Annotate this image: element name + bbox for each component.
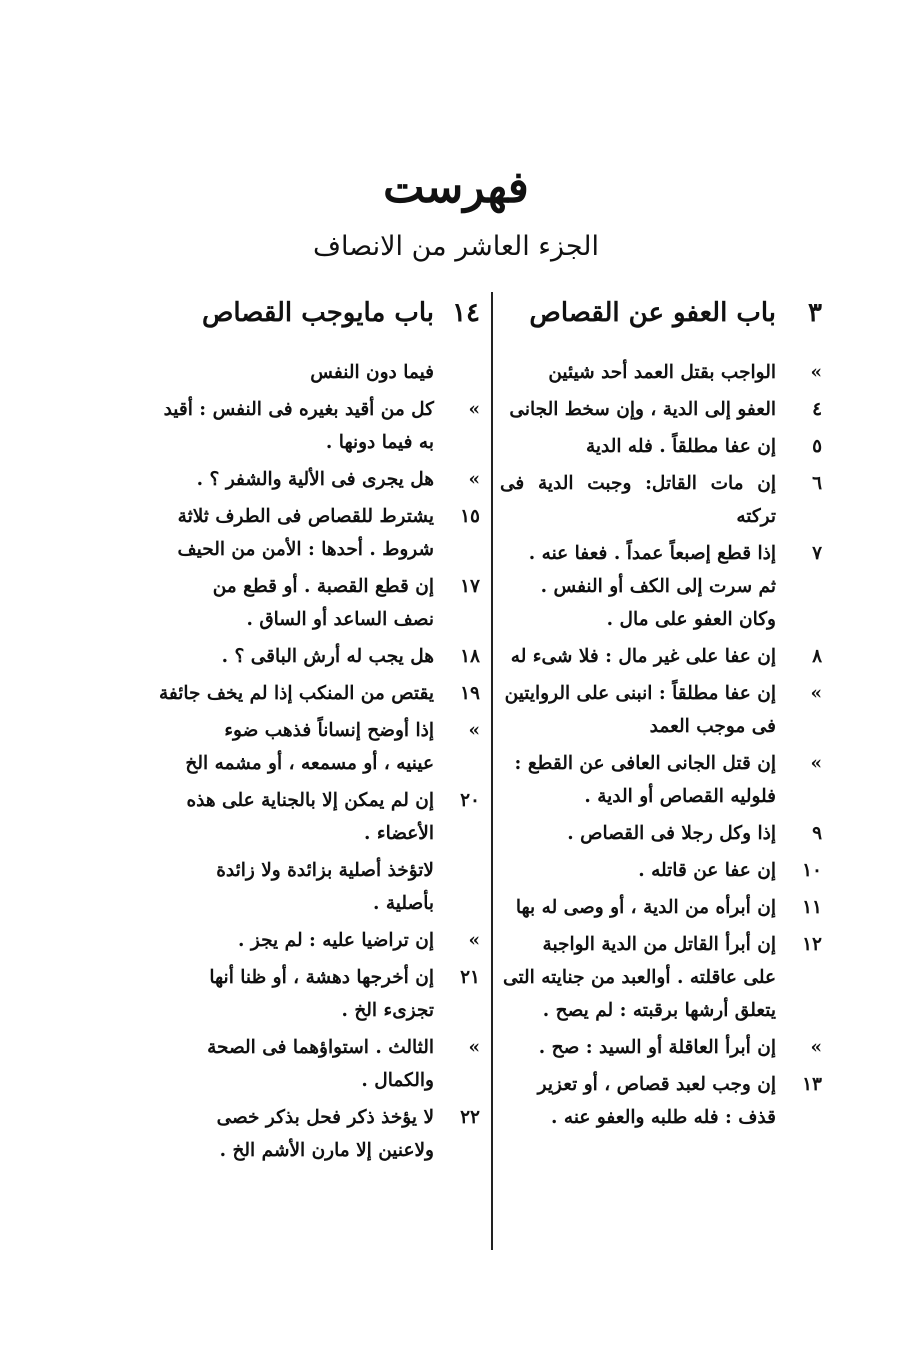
entry-line: إذا وكل رجلا فى القصاص .: [567, 823, 776, 844]
entry-page-number: »: [468, 469, 480, 490]
entry-page-number: »: [810, 683, 822, 704]
entry-page-number: ٥: [812, 436, 822, 457]
entry-page-number: ١١: [802, 897, 822, 918]
entry-page-number: ٢٠: [460, 790, 480, 811]
entry-text: [500, 854, 776, 887]
entry-line: قذف : فله طلبه والعفو عنه .: [551, 1107, 776, 1128]
entry-line: عينيه ، أو مسمعه ، أو مشمه الخ: [185, 753, 434, 774]
entry-line: على عاقلته . أوالعبد من جنايته التى: [503, 967, 776, 988]
entry-line: الواجب بقتل العمد أحد شيئين: [548, 362, 776, 383]
left-column: [154, 298, 480, 1171]
toc-entry: [500, 817, 822, 850]
entry-text: [500, 537, 776, 636]
entry-line: الثالث . استواؤهما فى الصحة: [207, 1037, 434, 1058]
entry-text: [154, 463, 434, 496]
right-column: [500, 298, 822, 1138]
entry-line: كل من أقيد بغيره فى النفس : أقيد: [163, 399, 434, 420]
entry-page-number: ١٢: [802, 934, 822, 955]
toc-entry: [500, 854, 822, 887]
section-heading: [154, 298, 480, 350]
page-title: فهرست: [383, 162, 529, 213]
entry-line: العفو إلى الدية ، وإن سخط الجانى: [509, 399, 776, 420]
entry-line: والكمال .: [361, 1070, 434, 1091]
toc-entry: [500, 640, 822, 673]
entry-line: هل يجرى فى الألية والشفر ؟ .: [196, 469, 434, 490]
entry-line: بأصلية .: [372, 893, 434, 914]
entry-line: إذا أوضح إنساناً فذهب ضوء: [224, 720, 434, 741]
entry-text: [154, 1031, 434, 1097]
entry-page-number: ١٥: [460, 506, 480, 527]
toc-entry: [154, 784, 480, 850]
toc-entry: [500, 1068, 822, 1134]
entry-text: [500, 430, 776, 463]
heading-page-number: ٣: [808, 298, 822, 328]
entry-text: [154, 500, 434, 566]
entry-text: [500, 640, 776, 673]
entry-line: ثم سرت إلى الكف أو النفس .: [540, 576, 776, 597]
entry-text: [500, 677, 776, 743]
entry-text: [500, 1031, 776, 1064]
toc-entry: [154, 356, 480, 389]
entry-text: [500, 467, 776, 533]
entry-line: يتعلق أرشها برقبته : لم يصح .: [542, 1000, 776, 1021]
entry-line: هل يجب له أرش الباقى ؟ .: [221, 646, 434, 667]
entry-line: يقتص من المنكب إذا لم يخف جائفة: [158, 683, 434, 704]
column-divider: [491, 292, 493, 1250]
entry-line: إذا قطع إصبعاً عمداً . فعفا عنه .: [528, 543, 776, 564]
toc-entry: [500, 393, 822, 426]
entry-page-number: ١٣: [802, 1074, 822, 1095]
entry-text: [500, 747, 776, 813]
entry-list: [154, 356, 480, 1171]
heading-page-number: ١٤: [452, 298, 480, 328]
entry-line: تجزىء الخ .: [341, 1000, 434, 1021]
entry-line: به فيما دونها .: [325, 432, 434, 453]
entry-text: [154, 961, 434, 1027]
toc-entry: [500, 537, 822, 636]
page-subtitle: الجزء العاشر من الانصاف: [312, 231, 600, 262]
entry-text: [154, 1101, 434, 1167]
entry-line: شروط . أحدها : الأمن من الحيف: [177, 539, 434, 560]
entry-line: إن قطع القصبة . أو قطع من: [212, 576, 434, 597]
entry-page-number: ١٠: [802, 860, 822, 881]
entry-page-number: ٢١: [460, 967, 480, 988]
entry-page-number: ١٧: [460, 576, 480, 597]
entry-line: إن لم يمكن إلا بالجناية على هذه: [186, 790, 434, 811]
entry-page-number: ٤: [812, 399, 822, 420]
entry-text: [500, 928, 776, 1027]
toc-entry: [154, 463, 480, 496]
toc-entry: [154, 677, 480, 710]
entry-text: [500, 356, 776, 389]
entry-page-number: ٦: [812, 473, 822, 494]
toc-entry: [154, 854, 480, 920]
entry-line: فلوليه القصاص أو الدية .: [584, 786, 776, 807]
entry-page-number: ٧: [812, 543, 822, 564]
toc-entry: [500, 356, 822, 389]
entry-line: إن أخرجها دهشة ، أو ظنا أنها: [209, 967, 434, 988]
entry-list: [500, 356, 822, 1138]
entry-line: لا يؤخذ ذكر فحل بذكر خصى: [216, 1107, 434, 1128]
entry-text: [500, 393, 776, 426]
entry-text: [500, 817, 776, 850]
toc-entry: [500, 1031, 822, 1064]
entry-line: ولاعنين إلا مارن الأشم الخ .: [219, 1140, 434, 1161]
entry-text: [154, 570, 434, 636]
toc-entry: [154, 1031, 480, 1097]
entry-text: [500, 1068, 776, 1134]
entry-line: إن أبرأ العاقلة أو السيد : صح .: [538, 1037, 776, 1058]
entry-line: إن عفا عن قاتله .: [638, 860, 776, 881]
entry-page-number: »: [810, 362, 822, 383]
entry-page-number: »: [468, 399, 480, 420]
toc-entry: [500, 467, 822, 533]
entry-line: إن مات القاتل: وجبت الدية فى تركته: [500, 473, 776, 527]
entry-line: إن عفا مطلقاً . فله الدية: [585, 436, 776, 457]
toc-entry: [154, 714, 480, 780]
entry-page-number: ٨: [812, 646, 822, 667]
entry-line: إن قتل الجانى العافى عن القطع :: [514, 753, 776, 774]
entry-page-number: ٢٢: [460, 1107, 480, 1128]
entry-line: إن أبرأه من الدية ، أو وصى له بها: [515, 897, 776, 918]
entry-line: إن عفا على غير مال : فلا شىء له: [510, 646, 776, 667]
entry-page-number: »: [468, 720, 480, 741]
entry-text: [154, 677, 434, 710]
entry-line: إن أبرأ القاتل من الدية الواجبة: [542, 934, 776, 955]
toc-entry: [154, 640, 480, 673]
heading-text: باب مايوجب القصاص: [201, 298, 434, 328]
toc-entry: [154, 393, 480, 459]
entry-line: إن وجب لعبد قصاص ، أو تعزير: [537, 1074, 776, 1095]
entry-text: [154, 784, 434, 850]
toc-entry: [500, 430, 822, 463]
entry-page-number: ٩: [812, 823, 822, 844]
entry-text: [154, 714, 434, 780]
entry-line: الأعضاء .: [364, 823, 434, 844]
entry-line: لاتؤخذ أصلية بزائدة ولا زائدة: [216, 860, 434, 881]
entry-line: إن عفا مطلقاً : انبنى على الروايتين: [504, 683, 776, 704]
entry-text: [154, 356, 434, 389]
toc-entry: [500, 891, 822, 924]
entry-line: وكان العفو على مال .: [606, 609, 776, 630]
toc-entry: [500, 677, 822, 743]
entry-line: فيما دون النفس: [310, 362, 434, 383]
entry-text: [154, 854, 434, 920]
entry-text: [154, 393, 434, 459]
entry-page-number: ١٩: [460, 683, 480, 704]
entry-line: إن تراضيا عليه : لم يجز .: [238, 930, 434, 951]
entry-page-number: »: [468, 930, 480, 951]
toc-entry: [154, 961, 480, 1027]
toc-entry: [154, 570, 480, 636]
entry-line: يشترط للقصاص فى الطرف ثلاثة: [177, 506, 434, 527]
entry-line: فى موجب العمد: [649, 716, 776, 737]
toc-entry: [500, 747, 822, 813]
entry-text: [154, 924, 434, 957]
toc-entry: [154, 1101, 480, 1167]
heading-text: باب العفو عن القصاص: [529, 298, 776, 328]
entry-text: [154, 640, 434, 673]
section-heading: [500, 298, 822, 350]
toc-entry: [500, 928, 822, 1027]
toc-entry: [154, 500, 480, 566]
entry-spacer: [500, 1134, 822, 1138]
entry-page-number: »: [810, 753, 822, 774]
toc-entry: [154, 924, 480, 957]
entry-page-number: »: [468, 1037, 480, 1058]
entry-spacer: [154, 1167, 480, 1171]
entry-page-number: ١٨: [460, 646, 480, 667]
entry-page-number: »: [810, 1037, 822, 1058]
entry-text: [500, 891, 776, 924]
entry-line: نصف الساعد أو الساق .: [246, 609, 434, 630]
